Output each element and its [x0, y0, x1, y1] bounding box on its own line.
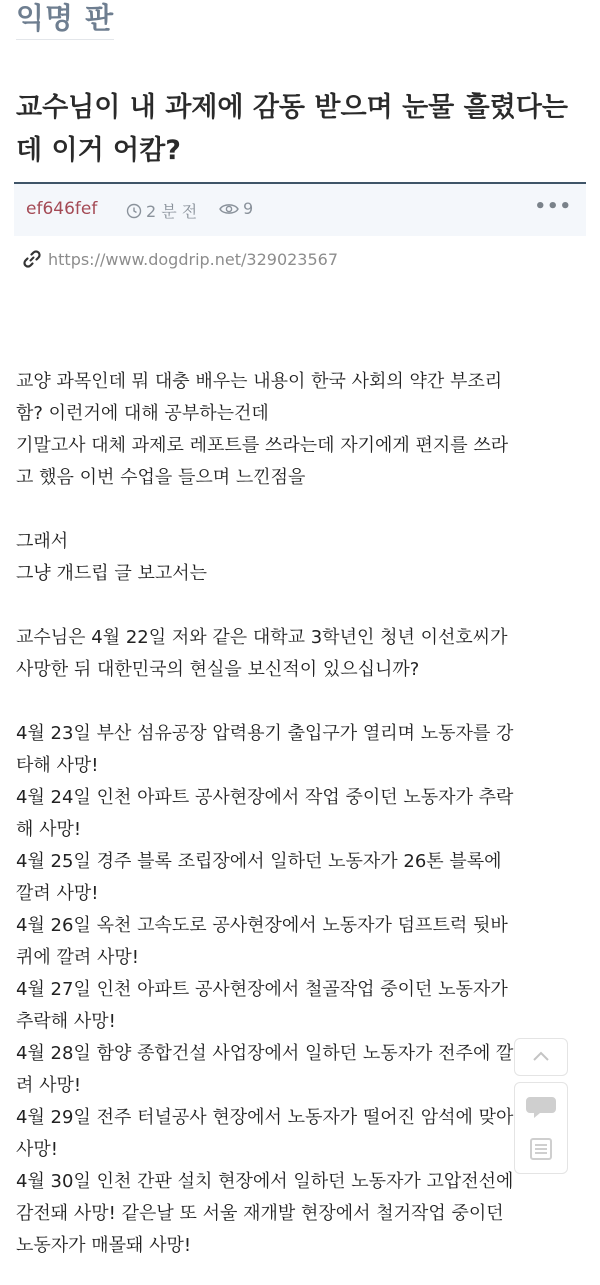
content-line: 고 했음 이번 수업을 들으며 느낀점을 — [16, 467, 306, 488]
content-line: 교양 과목인데 뭐 대충 배우는 내용이 한국 사회의 약간 부조리 — [16, 371, 503, 392]
content-line: 4월 27일 인천 아파트 공사현장에서 철골작업 중이던 노동자가 — [16, 979, 508, 1000]
post-meta-bar — [14, 182, 586, 236]
post-content — [16, 366, 588, 1262]
post-link[interactable] — [22, 249, 338, 269]
floating-menu — [514, 1082, 568, 1174]
clock-icon — [126, 203, 142, 219]
content-line: 그래서 — [16, 531, 69, 552]
post-link-text[interactable]: https://www.dogdrip.net/329023567 — [48, 249, 339, 269]
content-line: 타해 사망! — [16, 755, 99, 776]
board-title[interactable]: 익명 판 — [16, 0, 114, 40]
scroll-top-button[interactable] — [514, 1038, 568, 1076]
content-line: 4월 26일 옥천 고속도로 공사현장에서 노동자가 덤프트럭 뒷바 — [16, 915, 508, 936]
link-icon — [22, 249, 42, 269]
more-options-button[interactable]: ••• — [534, 196, 572, 217]
list-icon[interactable] — [515, 1127, 567, 1171]
content-line: 4월 30일 인천 간판 설치 현장에서 일하던 노동자가 고압전선에 — [16, 1171, 514, 1192]
post-time — [126, 199, 197, 222]
content-line: 려 사망! — [16, 1075, 82, 1096]
content-line: 그냥 개드립 글 보고서는 — [16, 563, 208, 584]
content-line: 감전돼 사망! 같은날 또 서울 재개발 현장에서 철거작업 중이던 — [16, 1203, 504, 1224]
content-line: 사망한 뒤 대한민국의 현실을 보신적이 있으십니까? — [16, 659, 420, 680]
content-line: 추락해 사망! — [16, 1011, 116, 1032]
content-line: 깔려 사망! — [16, 883, 99, 904]
view-count-text: 9 — [243, 199, 254, 218]
content-line: 사망! — [16, 1139, 58, 1160]
author-name[interactable]: ef646fef — [26, 199, 98, 219]
content-line: 함? 이런거에 대해 공부하는건데 — [16, 403, 269, 424]
content-line: 4월 23일 부산 섬유공장 압력용기 출입구가 열리며 노동자를 강 — [16, 723, 514, 744]
post-title: 교수님이 내 과제에 감동 받으며 눈물 흘렸다는데 이거 어캄? — [16, 92, 568, 166]
content-line: 4월 24일 인천 아파트 공사현장에서 작업 중이던 노동자가 추락 — [16, 787, 514, 808]
post-time-text: 2 분 전 — [146, 202, 198, 221]
content-line: 노동자가 매몰돼 사망! — [16, 1235, 192, 1256]
view-count — [219, 199, 253, 218]
content-line: 퀴에 깔려 사망! — [16, 947, 139, 968]
content-line: 교수님은 4월 22일 저와 같은 대학교 3학년인 청년 이선호씨가 — [16, 627, 508, 648]
content-line: 4월 25일 경주 블록 조립장에서 일하던 노동자가 26톤 블록에 — [16, 851, 502, 872]
content-line: 해 사망! — [16, 819, 82, 840]
content-line: 기말고사 대체 과제로 레포트를 쓰라는데 자기에게 편지를 쓰라 — [16, 435, 509, 456]
content-line: 4월 28일 함양 종합건설 사업장에서 일하던 노동자가 전주에 깔 — [16, 1043, 514, 1064]
eye-icon — [219, 202, 239, 216]
comment-icon[interactable] — [515, 1083, 567, 1127]
content-line: 4월 29일 전주 터널공사 현장에서 노동자가 떨어진 암석에 맞아 — [16, 1107, 514, 1128]
chevron-up-icon — [515, 1039, 567, 1075]
